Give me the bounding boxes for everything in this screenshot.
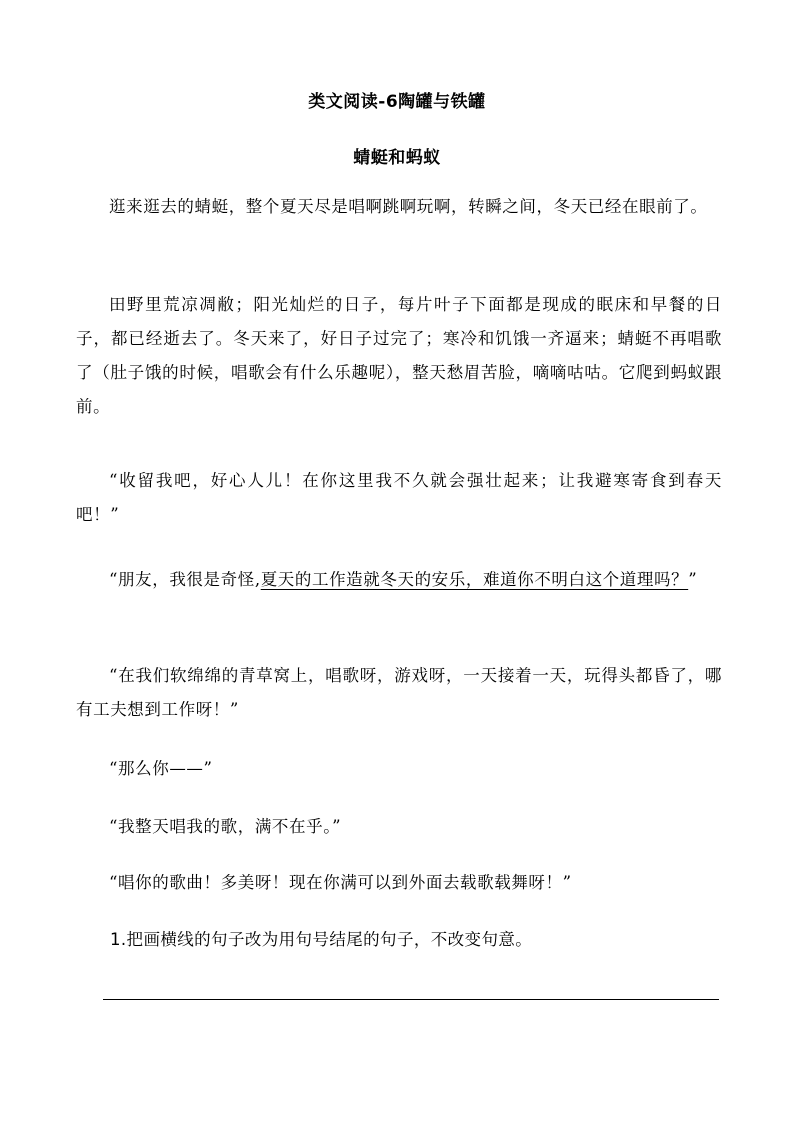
paragraph-7: “我整天唱我的歌，满不在乎。” — [109, 817, 342, 836]
paragraph-5: “在我们软绵绵的青草窝上，唱歌呀，游戏呀，一天接着一天，玩得头都昏了，哪有工夫想到工作呀！” — [76, 666, 722, 719]
document-title: 类文阅读-6陶罐与铁罐 — [308, 92, 486, 112]
paragraph-6: “那么你——” — [109, 759, 213, 778]
paragraph-4-lead: “朋友，我很是奇怪, — [109, 570, 261, 589]
question-1: 1.把画横线的句子改为用句号结尾的句子，不改变句意。 — [110, 930, 533, 949]
paragraph-3: “收留我吧，好心人儿！在你这里我不久就会强壮起来；让我避寒寄食到春天吧！” — [76, 471, 722, 524]
paragraph-4-tail: ” — [688, 570, 698, 589]
paragraph-8: “唱你的歌曲！多美呀！现在你满可以到外面去载歌载舞呀！” — [109, 873, 572, 892]
story-title: 蜻蜓和蚂蚁 — [353, 148, 441, 168]
underlined-sentence: 夏天的工作造就冬天的安乐，难道你不明白这个道理吗？ — [260, 570, 689, 589]
answer-line[interactable] — [103, 999, 719, 1000]
paragraph-1: 逛来逛去的蜻蜓，整个夏天尽是唱啊跳啊玩啊，转瞬之间，冬天已经在眼前了。 — [109, 197, 708, 216]
paragraph-2: 田野里荒凉凋敝；阳光灿烂的日子，每片叶子下面都是现成的眠床和早餐的日子，都已经逝去了。冬天来了，好日子过完了；寒冷和饥饿一齐逼来；蜻蜓不再唱歌了（肚子饿的时候，唱歌会有什么乐趣呢），整天愁眉苦脸，嘀嘀咕咕。它爬到蚂蚁跟前。 — [76, 295, 722, 416]
paragraph-4 — [76, 563, 722, 597]
